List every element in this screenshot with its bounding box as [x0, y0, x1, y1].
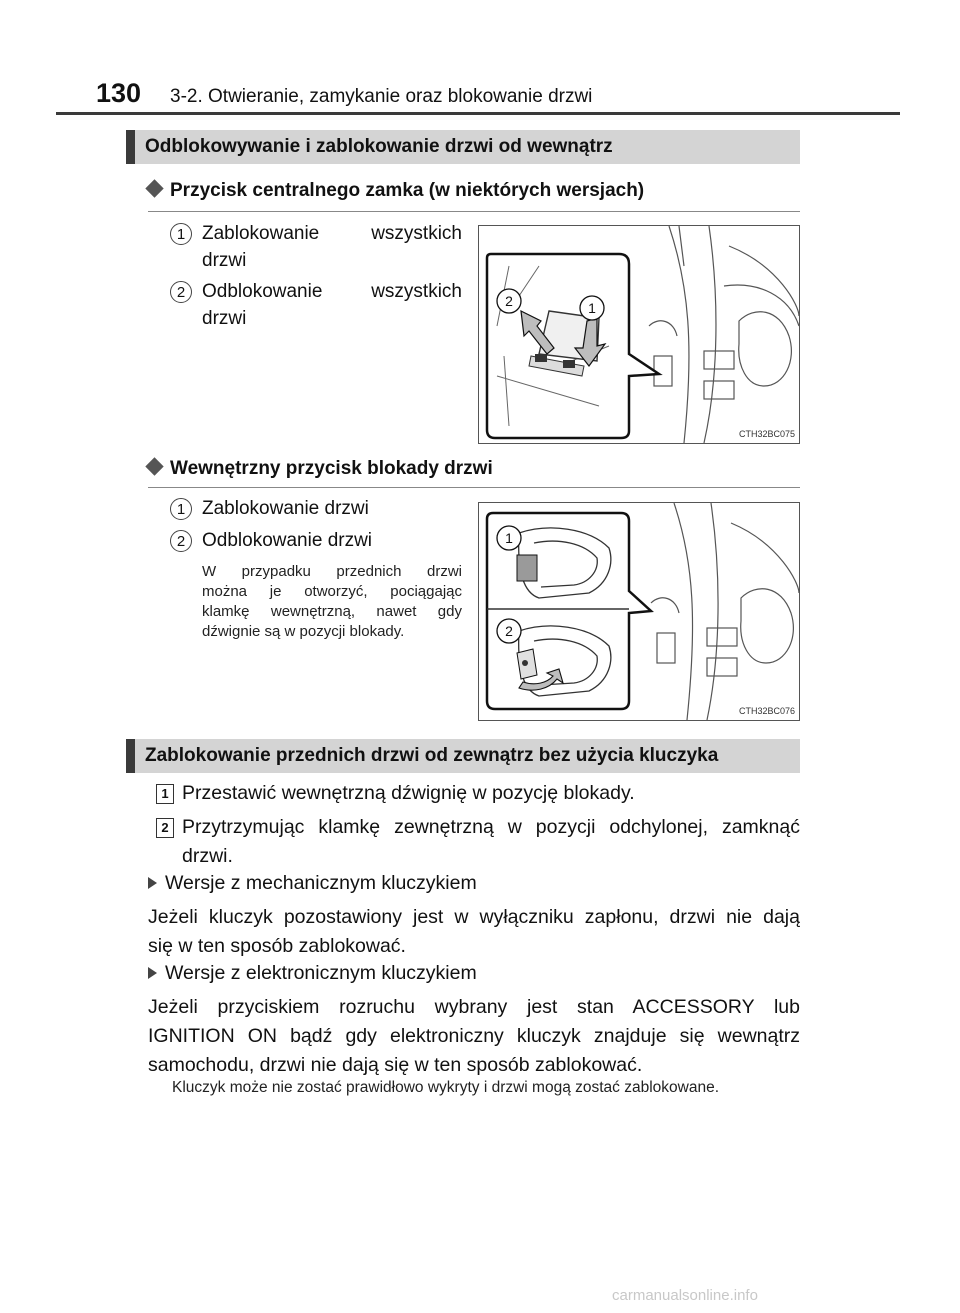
elec-key-line3: samochodu, drzwi nie dają się w ten sposób zablokować. [148, 1054, 643, 1076]
front-door-note-line: klamkę wewnętrzną, nawet gdy [202, 603, 462, 620]
item-lock-all [202, 220, 462, 274]
elec-key-note: Kluczyk może nie zostać prawidłowo wykryty i drzwi mogą zostać zablokowane. [172, 1079, 720, 1096]
step-hold-handle-line2: drzwi. [182, 845, 233, 867]
item-lock-door: Zablokowanie drzwi [202, 498, 369, 519]
diamond-bullet-icon [145, 457, 163, 475]
triangle-bullet-icon [148, 967, 157, 979]
subheading-inside-lock-button-text: Wewnętrzny przycisk blokady drzwi [170, 458, 493, 479]
header-rule [56, 112, 900, 115]
mech-key-heading-text: Wersje z mechanicznym kluczykiem [165, 872, 477, 894]
watermark: carmanualsonline.info [612, 1287, 758, 1304]
item-number-circle: 1 [170, 498, 192, 520]
step-number-box: 1 [156, 784, 174, 804]
subheading-rule [148, 487, 800, 488]
elec-key-line1: Jeżeli przyciskiem rozruchu wybrany jest stan ACCESSORY lub [148, 996, 800, 1018]
item-number-circle: 1 [170, 223, 192, 245]
step-move-lever: Przestawić wewnętrzną dźwignię w pozycję blokady. [182, 782, 635, 804]
figure-inside-lock-lever [478, 502, 800, 721]
subheading-central-lock [148, 180, 644, 202]
front-door-note-line: dźwignie są w pozycji blokady. [202, 623, 405, 640]
figure-callout-number: 1 [588, 300, 596, 316]
item-number-circle: 2 [170, 530, 192, 552]
elec-key-heading [148, 959, 477, 988]
figure-inside-lock-drawing [479, 503, 799, 720]
item-unlock-door: Odblokowanie drzwi [202, 530, 373, 551]
item-lock-all-line2: drzwi [202, 250, 247, 271]
page-number: 130 [96, 78, 142, 108]
mech-key-paragraph [148, 903, 800, 961]
figure-callout-number: 2 [505, 293, 513, 309]
item-lock-all-line1: Zablokowanie wszystkich [202, 223, 462, 244]
diamond-bullet-icon [145, 179, 163, 197]
mech-key-heading [148, 869, 477, 898]
step-hold-handle [182, 813, 800, 871]
step-number-box: 2 [156, 818, 174, 838]
triangle-bullet-icon [148, 877, 157, 889]
figure-code: CTH32BC075 [738, 429, 795, 439]
chapter-title: 3-2. Otwieranie, zamykanie oraz blokowanie drzwi [170, 86, 593, 107]
item-number-circle: 2 [170, 281, 192, 303]
item-unlock-all-line1: Odblokowanie wszystkich [202, 281, 462, 302]
subheading-central-lock-text: Przycisk centralnego zamka (w niektórych wersjach) [170, 180, 645, 201]
elec-key-line2: IGNITION ON bądź gdy elektroniczny kluczyk znajduje się wewnątrz [148, 1025, 800, 1047]
figure-central-lock-switch [478, 225, 800, 444]
item-unlock-all [202, 278, 462, 332]
step-hold-handle-line1: Przytrzymując klamkę zewnętrzną w pozycji odchylonej, zamknąć [182, 816, 800, 838]
figure-callout-number: 2 [505, 623, 513, 639]
elec-key-heading-text: Wersje z elektronicznym kluczykiem [165, 962, 477, 984]
mech-key-line1: Jeżeli kluczyk pozostawiony jest w wyłączniku zapłonu, drzwi nie dają [148, 906, 800, 928]
section-title-outside-lock: Zablokowanie przednich drzwi od zewnątrz bez użycia kluczyka [126, 739, 800, 773]
subheading-inside-lock-button [148, 458, 493, 480]
front-door-note [202, 562, 462, 642]
section-title-interior-lock: Odblokowywanie i zablokowanie drzwi od wewnątrz [126, 130, 800, 164]
figure-callout-number: 1 [505, 530, 513, 546]
elec-key-paragraph [148, 993, 800, 1080]
figure-central-lock-drawing [479, 226, 799, 443]
mech-key-line2: się w ten sposób zablokować. [148, 935, 406, 957]
figure-code: CTH32BC076 [738, 706, 795, 716]
subheading-rule [148, 211, 800, 212]
item-unlock-all-line2: drzwi [202, 308, 247, 329]
front-door-note-line: W przypadku przednich drzwi [202, 563, 462, 580]
front-door-note-line: można je otworzyć, pociągając [202, 583, 462, 600]
